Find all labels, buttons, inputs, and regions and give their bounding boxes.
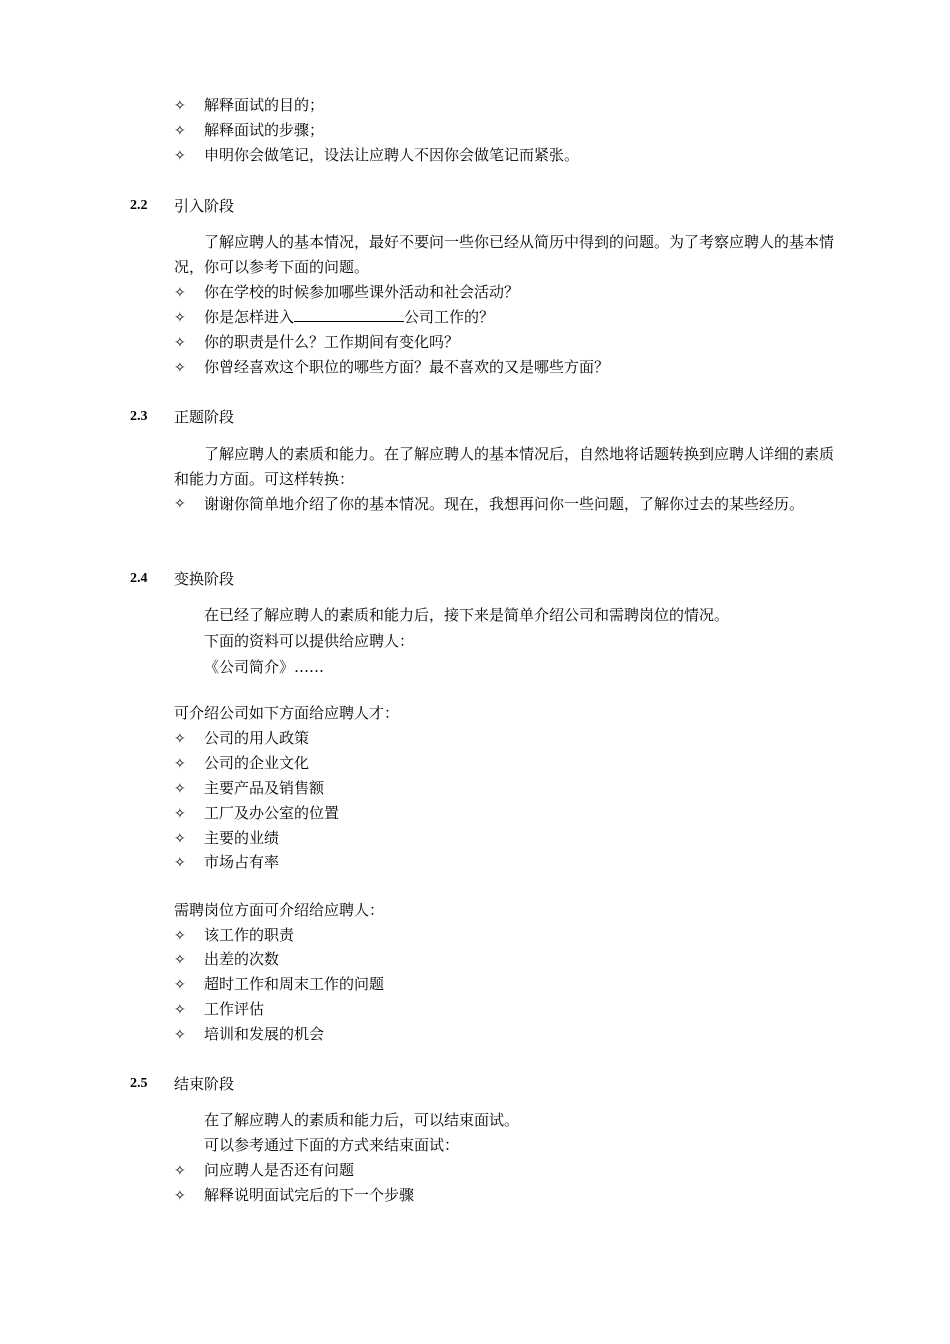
paragraph-line: 在了解应聘人的素质和能力后，可以结束面试。 <box>204 1111 520 1129</box>
section-number: 2.5 <box>130 1076 148 1091</box>
section-title: 正题阶段 <box>174 408 235 426</box>
bullet-icon: ✧ <box>174 310 186 326</box>
list-item: ✧ 公司的企业文化 <box>174 752 309 775</box>
paragraph-line: 在已经了解应聘人的素质和能力后，接下来是简单介绍公司和需聘岗位的情况。 <box>204 606 730 624</box>
bullet-icon: ✧ <box>174 1002 186 1018</box>
bullet-icon: ✧ <box>174 1027 186 1043</box>
list-item: ✧ 公司的用人政策 <box>174 727 309 750</box>
bullet-icon: ✧ <box>174 928 186 944</box>
list-item: ✧ 谢谢你简单地介绍了你的基本情况。现在，我想再问你一些问题，了解你过去的某些经历。 <box>174 492 842 517</box>
bullet-icon: ✧ <box>174 98 186 114</box>
list-item: ✧ 解释面试的目的； <box>174 94 324 117</box>
paragraph-line: 下面的资料可以提供给应聘人： <box>204 632 415 650</box>
list-item: ✧ 你曾经喜欢这个职位的哪些方面？最不喜欢的又是哪些方面？ <box>174 356 609 379</box>
section-number: 2.2 <box>130 198 148 213</box>
paragraph: 了解应聘人的基本情况，最好不要问一些你已经从简历中得到的问题。为了考察应聘人的基本情况，你可以参考下面的问题。 <box>174 233 835 276</box>
paragraph-line: 《公司简介》…… <box>204 658 325 676</box>
fill-in-blank <box>294 307 404 322</box>
bullet-icon: ✧ <box>174 952 186 968</box>
list-item: ✧ 主要产品及销售额 <box>174 777 324 800</box>
bullet-icon: ✧ <box>174 496 186 512</box>
list-heading: 可介绍公司如下方面给应聘人才： <box>174 704 400 722</box>
bullet-icon: ✧ <box>174 731 186 747</box>
list-item: ✧ 出差的次数 <box>174 948 279 971</box>
bullet-icon: ✧ <box>174 360 186 376</box>
bullet-icon: ✧ <box>174 756 186 772</box>
list-item: ✧ 解释说明面试完后的下一个步骤 <box>174 1184 414 1207</box>
list-item: ✧ 工厂及办公室的位置 <box>174 802 339 825</box>
bullet-icon: ✧ <box>174 148 186 164</box>
list-item: ✧ 工作评估 <box>174 998 264 1021</box>
paragraph-line: 可以参考通过下面的方式来结束面试： <box>204 1136 460 1154</box>
bullet-icon: ✧ <box>174 1163 186 1179</box>
section-number: 2.4 <box>130 571 148 586</box>
bullet-icon: ✧ <box>174 977 186 993</box>
list-item: ✧ 问应聘人是否还有问题 <box>174 1159 354 1182</box>
bullet-icon: ✧ <box>174 781 186 797</box>
list-heading: 需聘岗位方面可介绍给应聘人： <box>174 901 385 919</box>
list-item: ✧ 主要的业绩 <box>174 827 279 850</box>
bullet-icon: ✧ <box>174 335 186 351</box>
list-item: ✧ 解释面试的步骤； <box>174 119 324 142</box>
bullet-icon: ✧ <box>174 831 186 847</box>
list-item: ✧ 市场占有率 <box>174 851 279 874</box>
list-item: ✧ 你是怎样进入 公司工作的？ <box>174 306 494 329</box>
bullet-icon: ✧ <box>174 806 186 822</box>
bullet-icon: ✧ <box>174 855 186 871</box>
list-item: ✧ 该工作的职责 <box>174 924 294 947</box>
section-title: 变换阶段 <box>174 570 235 588</box>
section-title: 结束阶段 <box>174 1075 235 1093</box>
section-title: 引入阶段 <box>174 197 235 215</box>
list-item: ✧ 培训和发展的机会 <box>174 1023 324 1046</box>
list-item: ✧ 申明你会做笔记，设法让应聘人不因你会做笔记而紧张。 <box>174 144 579 167</box>
section-number: 2.3 <box>130 409 148 424</box>
bullet-icon: ✧ <box>174 1188 186 1204</box>
list-item: ✧ 超时工作和周末工作的问题 <box>174 973 384 996</box>
bullet-icon: ✧ <box>174 123 186 139</box>
paragraph: 了解应聘人的素质和能力。在了解应聘人的基本情况后，自然地将话题转换到应聘人详细的素质和能力方面。可这样转换： <box>174 445 835 488</box>
bullet-icon: ✧ <box>174 285 186 301</box>
list-item: ✧ 你的职责是什么？工作期间有变化吗？ <box>174 331 459 354</box>
list-item: ✧ 你在学校的时候参加哪些课外活动和社会活动？ <box>174 281 519 304</box>
